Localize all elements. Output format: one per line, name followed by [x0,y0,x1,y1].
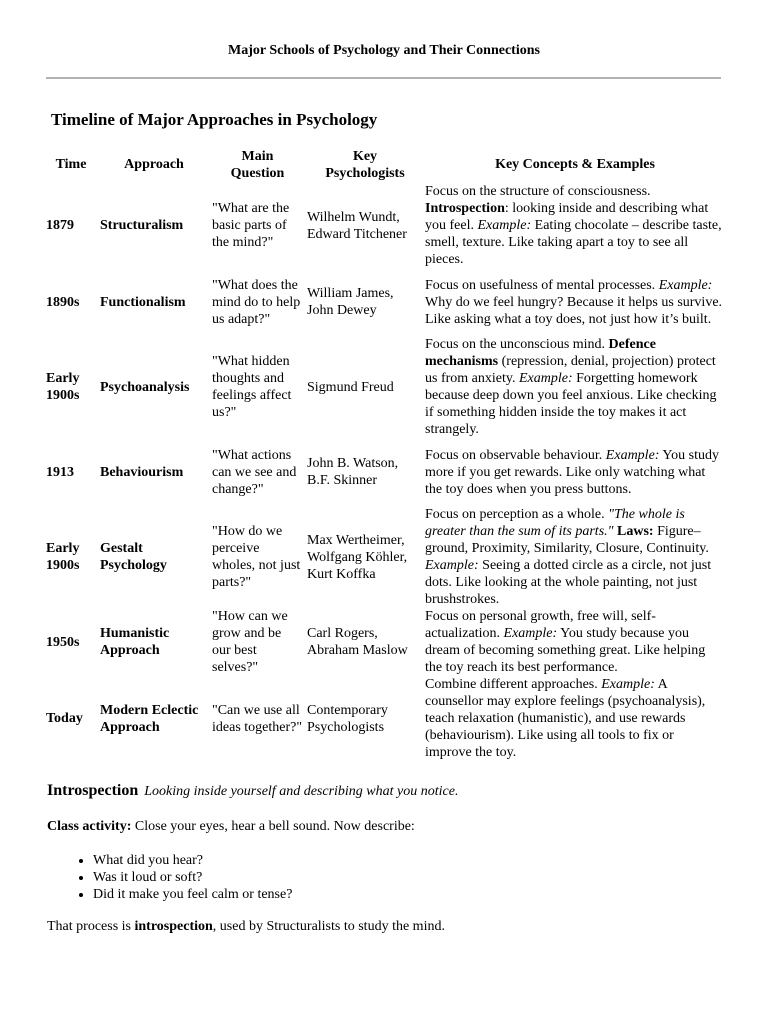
table-row [44,183,725,268]
cell-approach: Humanistic Approach [100,626,170,658]
cell-psychologists: Wilhelm Wundt, Edward Titchener [307,209,407,242]
concept-lead: Focus on the structure of consciousness. [425,184,651,199]
concept-bold: Laws: [613,524,654,539]
cell-question: "How can we grow and be our best selves?" [212,609,288,675]
list-item: • What did you hear? [93,852,292,869]
activity-text: Close your eyes, hear a bell sound. Now describe: [131,819,415,834]
concept-quote: "The whole is greater than the sum of its parts." [425,507,685,539]
concept-example-label: Example: [658,277,713,293]
table-row [44,506,725,608]
header-concepts: Key Concepts & Examples [495,157,655,172]
cell-approach: Structuralism [100,218,184,233]
concept-rest: You study more if you get rewards. Like only watching what the toy does when you press buttons. [425,447,719,497]
header-divider [46,77,721,79]
concept-bold: Defence mechanisms [425,337,656,369]
activity-questions [47,852,292,903]
concept-mid: Figure–ground, Proximity, Similarity, Closure, Continuity. [425,524,709,556]
table-row [44,268,725,336]
introspection-text: Looking inside yourself and describing what you notice. [144,784,459,799]
concept-lead: Focus on perception as a whole. [425,507,609,522]
table-row [44,608,725,676]
cell-time: Early 1900s [46,371,80,403]
header-approach: Approach [124,157,184,172]
cell-psychologists: Contemporary Psychologists [307,702,388,735]
concept-example-label: Example: [425,558,479,573]
cell-concept [425,608,725,676]
cell-question: "What hidden thoughts and feelings affect us?" [212,354,292,420]
concept-example-label: Example: [503,626,558,641]
concept-lead: Focus on personal growth, free will, self-actualization. [425,609,656,641]
cell-question: "What actions can we see and change?" [212,447,297,497]
cell-approach: Modern Eclectic Approach [100,702,199,735]
timeline-table [44,146,725,761]
cell-psychologists: William James, John Dewey [307,286,394,318]
cell-question: "What does the mind do to help us adapt?" [212,277,301,327]
closing-after: , used by Structuralists to study the mind. [212,919,445,934]
cell-time: 1913 [46,464,74,480]
concept-bold: Introspection [425,201,505,216]
class-activity [47,819,415,835]
header-psychologists [305,146,425,183]
cell-approach: Gestalt Psychology [100,541,167,573]
list-item: • Was it loud or soft? [93,869,292,886]
concept-example-label: Example: [477,218,532,233]
header-question-text: Main Question [230,148,285,181]
list-item: • Did it make you feel calm or tense? [93,886,292,903]
concept-example-label: Example: [601,677,655,692]
concept-rest: Why do we feel hungry? Because it helps us survive. Like asking what a toy does, not just how it’s built. [425,294,723,327]
concept-lead: Focus on the unconscious mind. [425,337,609,352]
concept-lead: Combine different approaches. [425,677,602,692]
table-row [44,438,725,506]
cell-time: 1890s [46,294,80,310]
cell-time: 1950s [46,634,80,650]
concept-mid: (repression, denial, projection) protect us from anxiety. [425,354,716,386]
cell-approach: Psychoanalysis [100,379,190,395]
cell-concept [425,336,725,438]
table-row [44,676,725,761]
cell-concept [425,438,725,506]
table-row [44,336,725,438]
concept-mid: : looking inside and describing what you feel. [425,201,709,233]
concept-rest: Seeing a dotted circle as a circle, not just dots. Like looking at the whole painting, not just brushstrokes. [425,558,712,607]
cell-question: "How do we perceive wholes, not just parts?" [212,524,301,590]
closing-sentence [47,919,445,935]
cell-time: 1879 [46,218,74,233]
concept-lead: Focus on usefulness of mental processes. [425,277,659,293]
cell-concept [425,268,725,336]
table-header-row [44,146,725,183]
concept-rest: A counsellor may explore feelings (psychoanalysis), teach relaxation (humanistic), and use rewards (behaviourism). Like using all tools to fix or improve the toy. [425,677,706,760]
introspection-definition [47,782,458,800]
concept-rest: You study because you dream of becoming something great. Like helping the toy reach its best performance. [425,626,706,675]
header-psychologists-text: Key Psychologists [325,148,405,181]
introspection-term: Introspection [47,782,139,799]
concept-example-label: Example: [605,447,660,463]
header-question [210,146,305,183]
cell-approach: Functionalism [100,294,186,310]
page-header: Major Schools of Psychology and Their Connections [228,43,540,58]
cell-psychologists: Max Wertheimer, Wolfgang Köhler, Kurt Koffka [307,532,408,582]
cell-psychologists: Sigmund Freud [307,379,394,395]
cell-psychologists: Carl Rogers, Abraham Maslow [307,626,408,658]
cell-psychologists: John B. Watson, B.F. Skinner [307,456,399,488]
cell-concept [425,183,725,268]
concept-lead: Focus on observable behaviour. [425,447,606,463]
cell-time: Early 1900s [46,541,80,573]
cell-concept [425,506,725,608]
section-title: Timeline of Major Approaches in Psychology [51,110,378,129]
header-time: Time [55,157,87,172]
closing-before: That process is [47,919,135,934]
concept-rest: Eating chocolate – describe taste, smell, texture. Like taking apart a toy to see all pieces. [425,218,722,267]
activity-label: Class activity: [47,819,132,834]
timeline-body [44,183,725,761]
cell-approach: Behaviourism [100,464,184,480]
concept-example-label: Example: [518,371,573,386]
cell-question: "What are the basic parts of the mind?" [212,201,290,250]
cell-concept [425,676,725,761]
closing-bold: introspection [134,919,213,934]
concept-rest: Forgetting homework because deep down you feel anxious. Like checking if something hidden inside the toy makes it act strangely. [425,371,717,437]
cell-time: Today [46,711,83,726]
cell-question: "Can we use all ideas together?" [212,702,303,735]
